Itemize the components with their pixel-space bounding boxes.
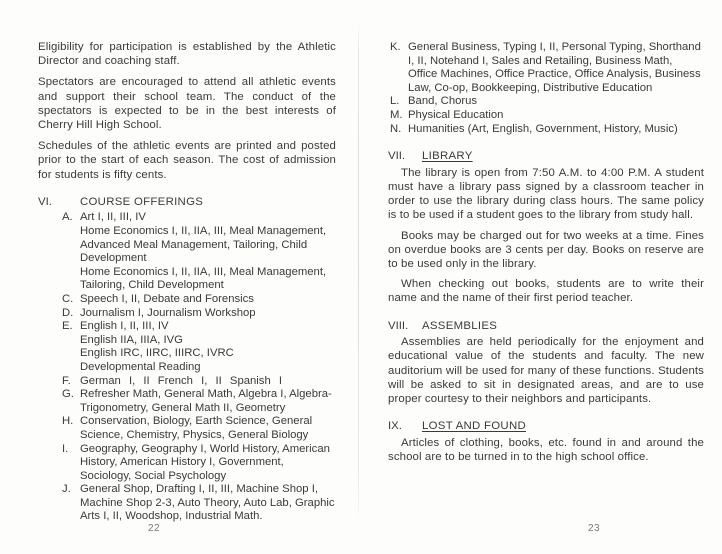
section-paragraph: The library is open from 7:50 A.M. to 4:00 P.M. A student must have a library pass signed by a classroom teacher in order to use the library during class hours. The same policy is to be used if a student goes to the library from study hall.: [388, 166, 704, 222]
course-item-letter: F.: [62, 374, 71, 387]
course-item-letter: J.: [62, 483, 71, 496]
section-number: VII.: [388, 150, 406, 163]
course-item-line: Humanities (Art, English, Government, History, Music): [408, 122, 678, 135]
paragraph-spectators: Spectators are encouraged to attend all athletic events and support their school team. The conduct of the spectators is expected to be in the best interests of Cherry Hill High School.: [38, 76, 336, 132]
right-page-sections: [388, 149, 704, 464]
course-item: [60, 266, 336, 293]
course-item: [388, 109, 704, 123]
course-item: [388, 41, 704, 95]
course-item: [60, 320, 336, 374]
section-assemblies: [388, 319, 704, 334]
course-item: [60, 483, 336, 524]
course-item: [60, 388, 336, 415]
course-item: [60, 293, 336, 307]
intro-paragraphs: [38, 40, 336, 182]
course-item-line: English IRC, IIRC, IIIRC, IVRC: [80, 347, 234, 360]
course-item: [388, 123, 704, 137]
section-title: ASSEMBLIES: [422, 319, 498, 332]
paragraph-eligibility: Eligibility for participation is established by the Athletic Director and coaching staff.: [38, 41, 336, 68]
course-item: [60, 415, 336, 442]
course-item: [60, 211, 336, 265]
course-item: [60, 443, 336, 484]
right-page: [358, 0, 722, 554]
course-item-body: [408, 109, 704, 123]
section-lost-and-found: [388, 419, 704, 434]
left-page: [0, 0, 358, 554]
course-item-line: English IIA, IIIA, IVG: [80, 333, 183, 346]
course-item-body: [408, 95, 704, 109]
page-number-left: 22: [148, 523, 161, 534]
course-item-body: [80, 483, 336, 524]
course-item-body: [80, 388, 336, 415]
paragraph-schedules: Schedules of the athletic events are printed and posted prior to the start of each season. The cost of admission for students is fifty cents.: [38, 140, 336, 181]
course-item-body: [408, 123, 704, 137]
course-item-letter: A.: [62, 211, 73, 224]
section-title: LIBRARY: [422, 150, 473, 163]
course-item-line: Journalism I, Journalism Workshop: [80, 306, 256, 319]
course-item-line: Home Economics I, II, IIA, III, Meal Management, Advanced Meal Management, Tailoring, Child Development: [80, 225, 327, 265]
course-item-letter: N.: [390, 122, 402, 135]
course-item-letter: I.: [62, 442, 69, 455]
section-number: VI.: [38, 195, 52, 208]
course-item-body: [80, 375, 336, 389]
course-item-body: [80, 307, 336, 321]
course-item-body: [408, 41, 704, 95]
course-item-letter: G.: [62, 388, 74, 401]
course-item: [60, 375, 336, 389]
section-title: COURSE OFFERINGS: [80, 195, 204, 208]
course-item-line: Developmental Reading: [80, 360, 201, 373]
course-item-line: Art I, II, III, IV: [80, 211, 146, 224]
section-number: VIII.: [388, 319, 409, 332]
course-item-letter: M.: [390, 108, 403, 121]
section-paragraph: When checking out books, students are to write their name and the name of their first period teacher.: [388, 278, 704, 305]
course-item-line: General Shop, Drafting I, II, III, Machine Shop I, Machine Shop 2-3, Auto Theory, Auto Lab, Graphic Arts I, II, Woodshop, Industrial Math.: [80, 483, 335, 523]
course-item-line: Refresher Math, General Math, Algebra I, Algebra-Trigonometry, General Math II, Geometry: [80, 388, 332, 414]
section-number: IX.: [388, 420, 402, 433]
course-item-letter: C.: [62, 292, 74, 305]
section-paragraph: Assemblies are held periodically for the enjoyment and educational value of the students and faculty. The new auditorium will be used for many of these functions. Students will be asked to sit in designated areas, and are to use proper courtesy to their neighbors and participants.: [388, 336, 704, 405]
section-course-offerings: [38, 195, 336, 210]
course-item-letter: E.: [62, 320, 73, 333]
course-item-body: [80, 211, 336, 265]
course-item-body: [80, 266, 336, 293]
course-item-line: Physical Education: [408, 108, 504, 121]
course-item-body: [80, 443, 336, 484]
course-item-line: Band, Chorus: [408, 95, 478, 108]
section-title: LOST AND FOUND: [422, 420, 526, 433]
course-item-letter: D.: [62, 306, 74, 319]
course-offerings-list: [60, 211, 336, 524]
course-offerings-list-continued: [388, 41, 704, 136]
section-paragraph: Books may be charged out for two weeks at a time. Fines on overdue books are 3 cents per day. Books on reserve are to be used only in the library.: [388, 229, 704, 270]
course-item-letter: K.: [390, 41, 401, 53]
course-item-body: [80, 320, 336, 374]
course-item: [60, 307, 336, 321]
course-item-line: English I, II, III, IV: [80, 320, 169, 333]
section-library: [388, 149, 704, 164]
course-item-line: Conservation, Biology, Earth Science, General Science, Chemistry, Physics, General Biology: [80, 415, 313, 441]
course-item-letter: L.: [390, 95, 400, 108]
course-item-line: General Business, Typing I, II, Personal Typing, Shorthand I, II, Notehand I, Sales and Retailing, Business Math, Office Machines, Office Practice, Office Analysis, Business Law, Co-op, Bookkeeping, Distributive Education: [408, 41, 701, 94]
course-item-letter: H.: [62, 415, 74, 428]
course-item-line: Speech I, II, Debate and Forensics: [80, 292, 254, 305]
course-item-line: German I, II French I, II Spanish I: [80, 374, 283, 387]
page-number-right: 23: [588, 523, 601, 534]
course-item-line: Geography, Geography I, World History, American History, American History I, Government, Sociology, Social Psychology: [80, 442, 330, 482]
course-offerings-list-wrapper: [38, 211, 336, 524]
course-item-line: Home Economics I, II, IIA, III, Meal Management, Tailoring, Child Development: [80, 265, 327, 292]
section-paragraph: Articles of clothing, books, etc. found in and around the school are to be turned in to the high school office.: [388, 436, 704, 463]
course-item-body: [80, 293, 336, 307]
course-item-body: [80, 415, 336, 442]
course-item: [388, 95, 704, 109]
